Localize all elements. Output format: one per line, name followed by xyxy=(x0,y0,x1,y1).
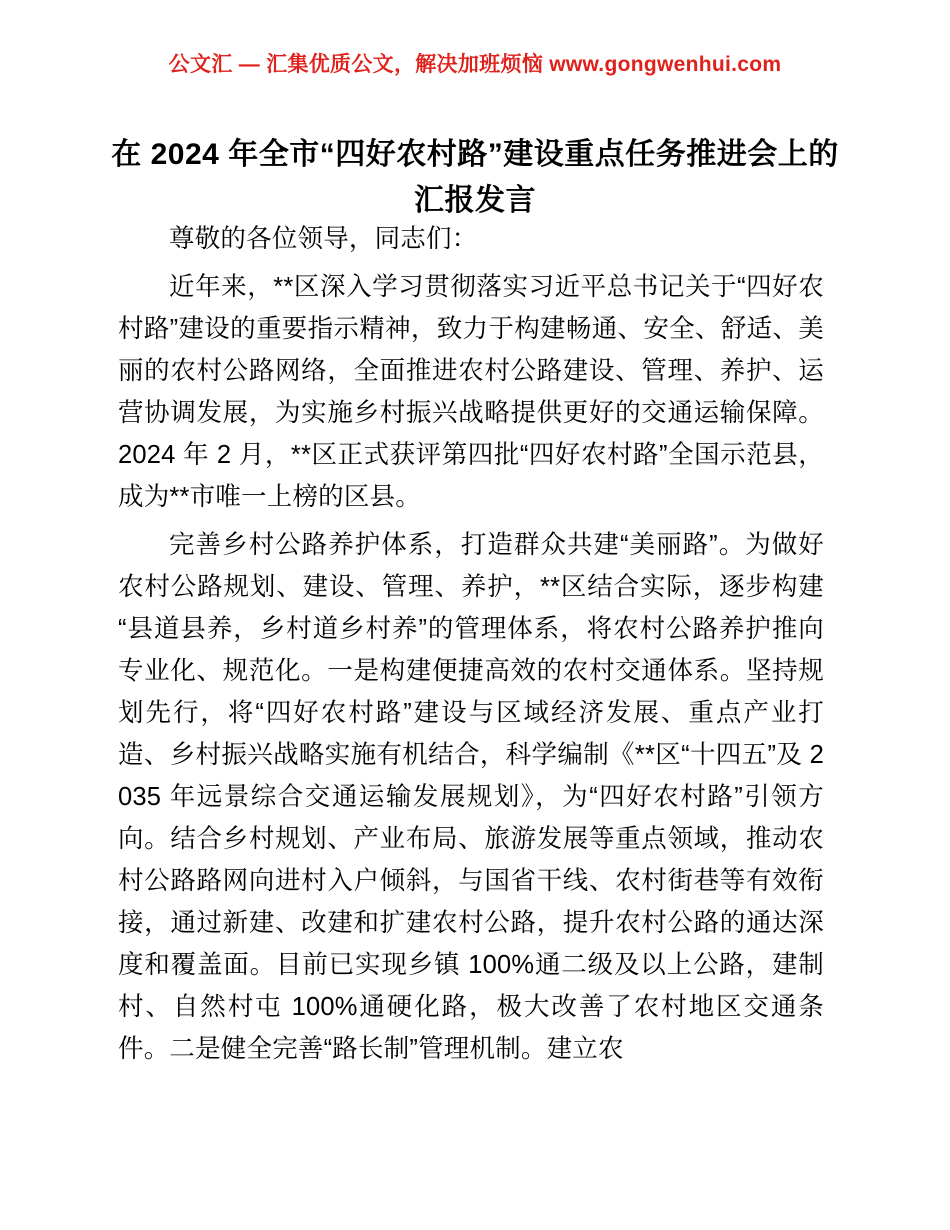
body-paragraph-1: 近年来，**区深入学习贯彻落实习近平总书记关于“四好农村路”建设的重要指示精神，致力于构建畅通、安全、舒适、美丽的农村公路网络，全面推进农村公路建设、管理、养护、运营协调发展，为实施乡村振兴战略提供更好的交通运输保障。2024 年 2 月，**区正式获评第四批“四好农村路”全国示范县，成为**市唯一上榜的区县。 xyxy=(118,273,824,511)
document-body xyxy=(118,218,824,1070)
salutation-paragraph: 尊敬的各位领导，同志们： xyxy=(169,225,478,253)
site-watermark-header xyxy=(0,52,950,77)
site-brand-text: 公文汇 — 汇集优质公文，解决加班烦恼 xyxy=(168,53,550,76)
document-title: 在 2024 年全市“四好农村路”建设重点任务推进会上的汇报发言 xyxy=(111,138,839,218)
site-url-text: www.gongwenhui.com xyxy=(549,53,782,76)
body-paragraph-2: 完善乡村公路养护体系，打造群众共建“美丽路”。为做好农村公路规划、建设、管理、养护，**区结合实际，逐步构建“县道县养，乡村道乡村养”的管理体系，将农村公路养护推向专业化、规范化。一是构建便捷高效的农村交通体系。坚持规划先行，将“四好农村路”建设与区域经济发展、重点产业打造、乡村振兴战略实施有机结合，科学编制《**区“十四五”及 2035 年远景综合交通运输发展规划》，为“四好农村路”引领方向。结合乡村规划、产业布局、旅游发展等重点领域，推动农村公路路网向进村入户倾斜，与国省干线、农村街巷等有效衔接，通过新建、改建和扩建农村公路，提升农村公路的通达深度和覆盖面。目前已实现乡镇 100%通二级及以上公路，建制村、自然村屯 100%通硬化路，极大改善了农村地区交通条件。二是健全完善“路长制”管理机制。建立农 xyxy=(118,531,824,1063)
